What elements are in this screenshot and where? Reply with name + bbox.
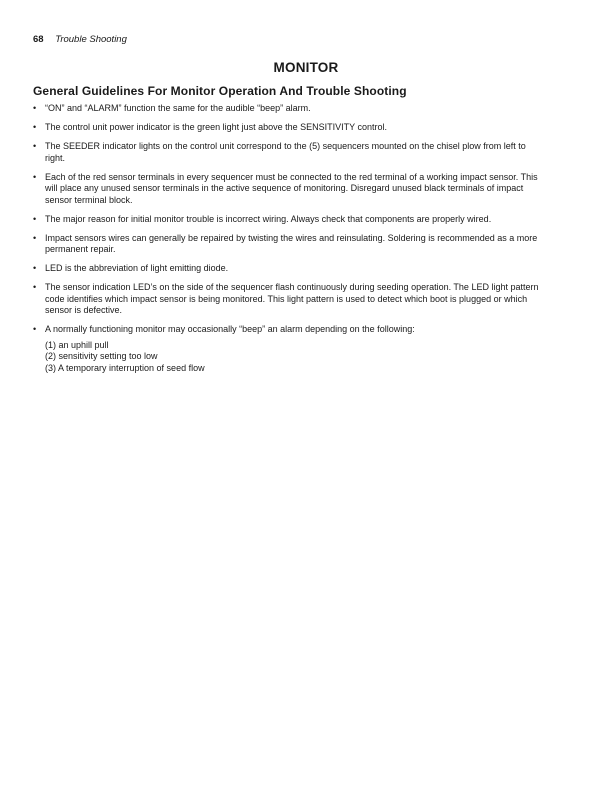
guideline-power-indicator [33,122,545,134]
page-number: 68 [33,34,44,45]
alarm-cause-item: (1) an uphill pull [45,339,109,350]
guideline-seeder-lights [33,141,545,164]
page-header [33,34,127,46]
guideline-red-terminals [33,172,545,207]
guideline-text: The SEEDER indicator lights on the control unit correspond to the (5) sequencers mounted on the chisel plow from left to right. [45,141,526,163]
guideline-text: Each of the red sensor terminals in every sequencer must be connected to the red terminal of a working impact sensor. This will place any unused sensor terminals in the active sequence of monitoring. Disregard unused black terminals of impact sensor terminal block. [45,171,538,205]
section-name: Trouble Shooting [55,34,127,45]
guideline-text: The major reason for initial monitor trouble is incorrect wiring. Always check that components are properly wired. [45,213,492,224]
guideline-text: A normally functioning monitor may occasionally “beep” an alarm depending on the following: [45,324,415,334]
guideline-on-alarm [33,103,545,115]
page-title: MONITOR [273,60,339,75]
alarm-causes-list [45,340,545,375]
guideline-wiring [33,214,545,226]
alarm-cause-item: (2) sensitivity setting too low [45,351,158,361]
guideline-text: Impact sensors wires can generally be repaired by twisting the wires and reinsulating. Soldering is recommended as a more permanent repair. [45,232,538,254]
guideline-led-definition [33,263,545,275]
guideline-wire-repair [33,233,545,256]
guideline-alarm-causes [33,324,545,374]
guidelines-list [33,103,545,382]
guideline-text: “ON” and “ALARM” function the same for the audible “beep” alarm. [45,103,311,113]
guideline-text: The control unit power indicator is the green light just above the SENSITIVITY control. [45,122,388,132]
guideline-text: LED is the abbreviation of light emitting diode. [45,263,229,273]
section-subtitle: General Guidelines For Monitor Operation And Trouble Shooting [33,84,407,98]
guideline-led-pattern [33,282,545,317]
guideline-text: The sensor indication LED’s on the side of the sequencer flash continuously during seeding operation. The LED light pattern code identifies which impact sensor is being monitored. This light pattern is used to detect which boot is plugged or which sensor is defective. [45,282,539,315]
alarm-cause-item: (3) A temporary interruption of seed flow [45,362,205,373]
